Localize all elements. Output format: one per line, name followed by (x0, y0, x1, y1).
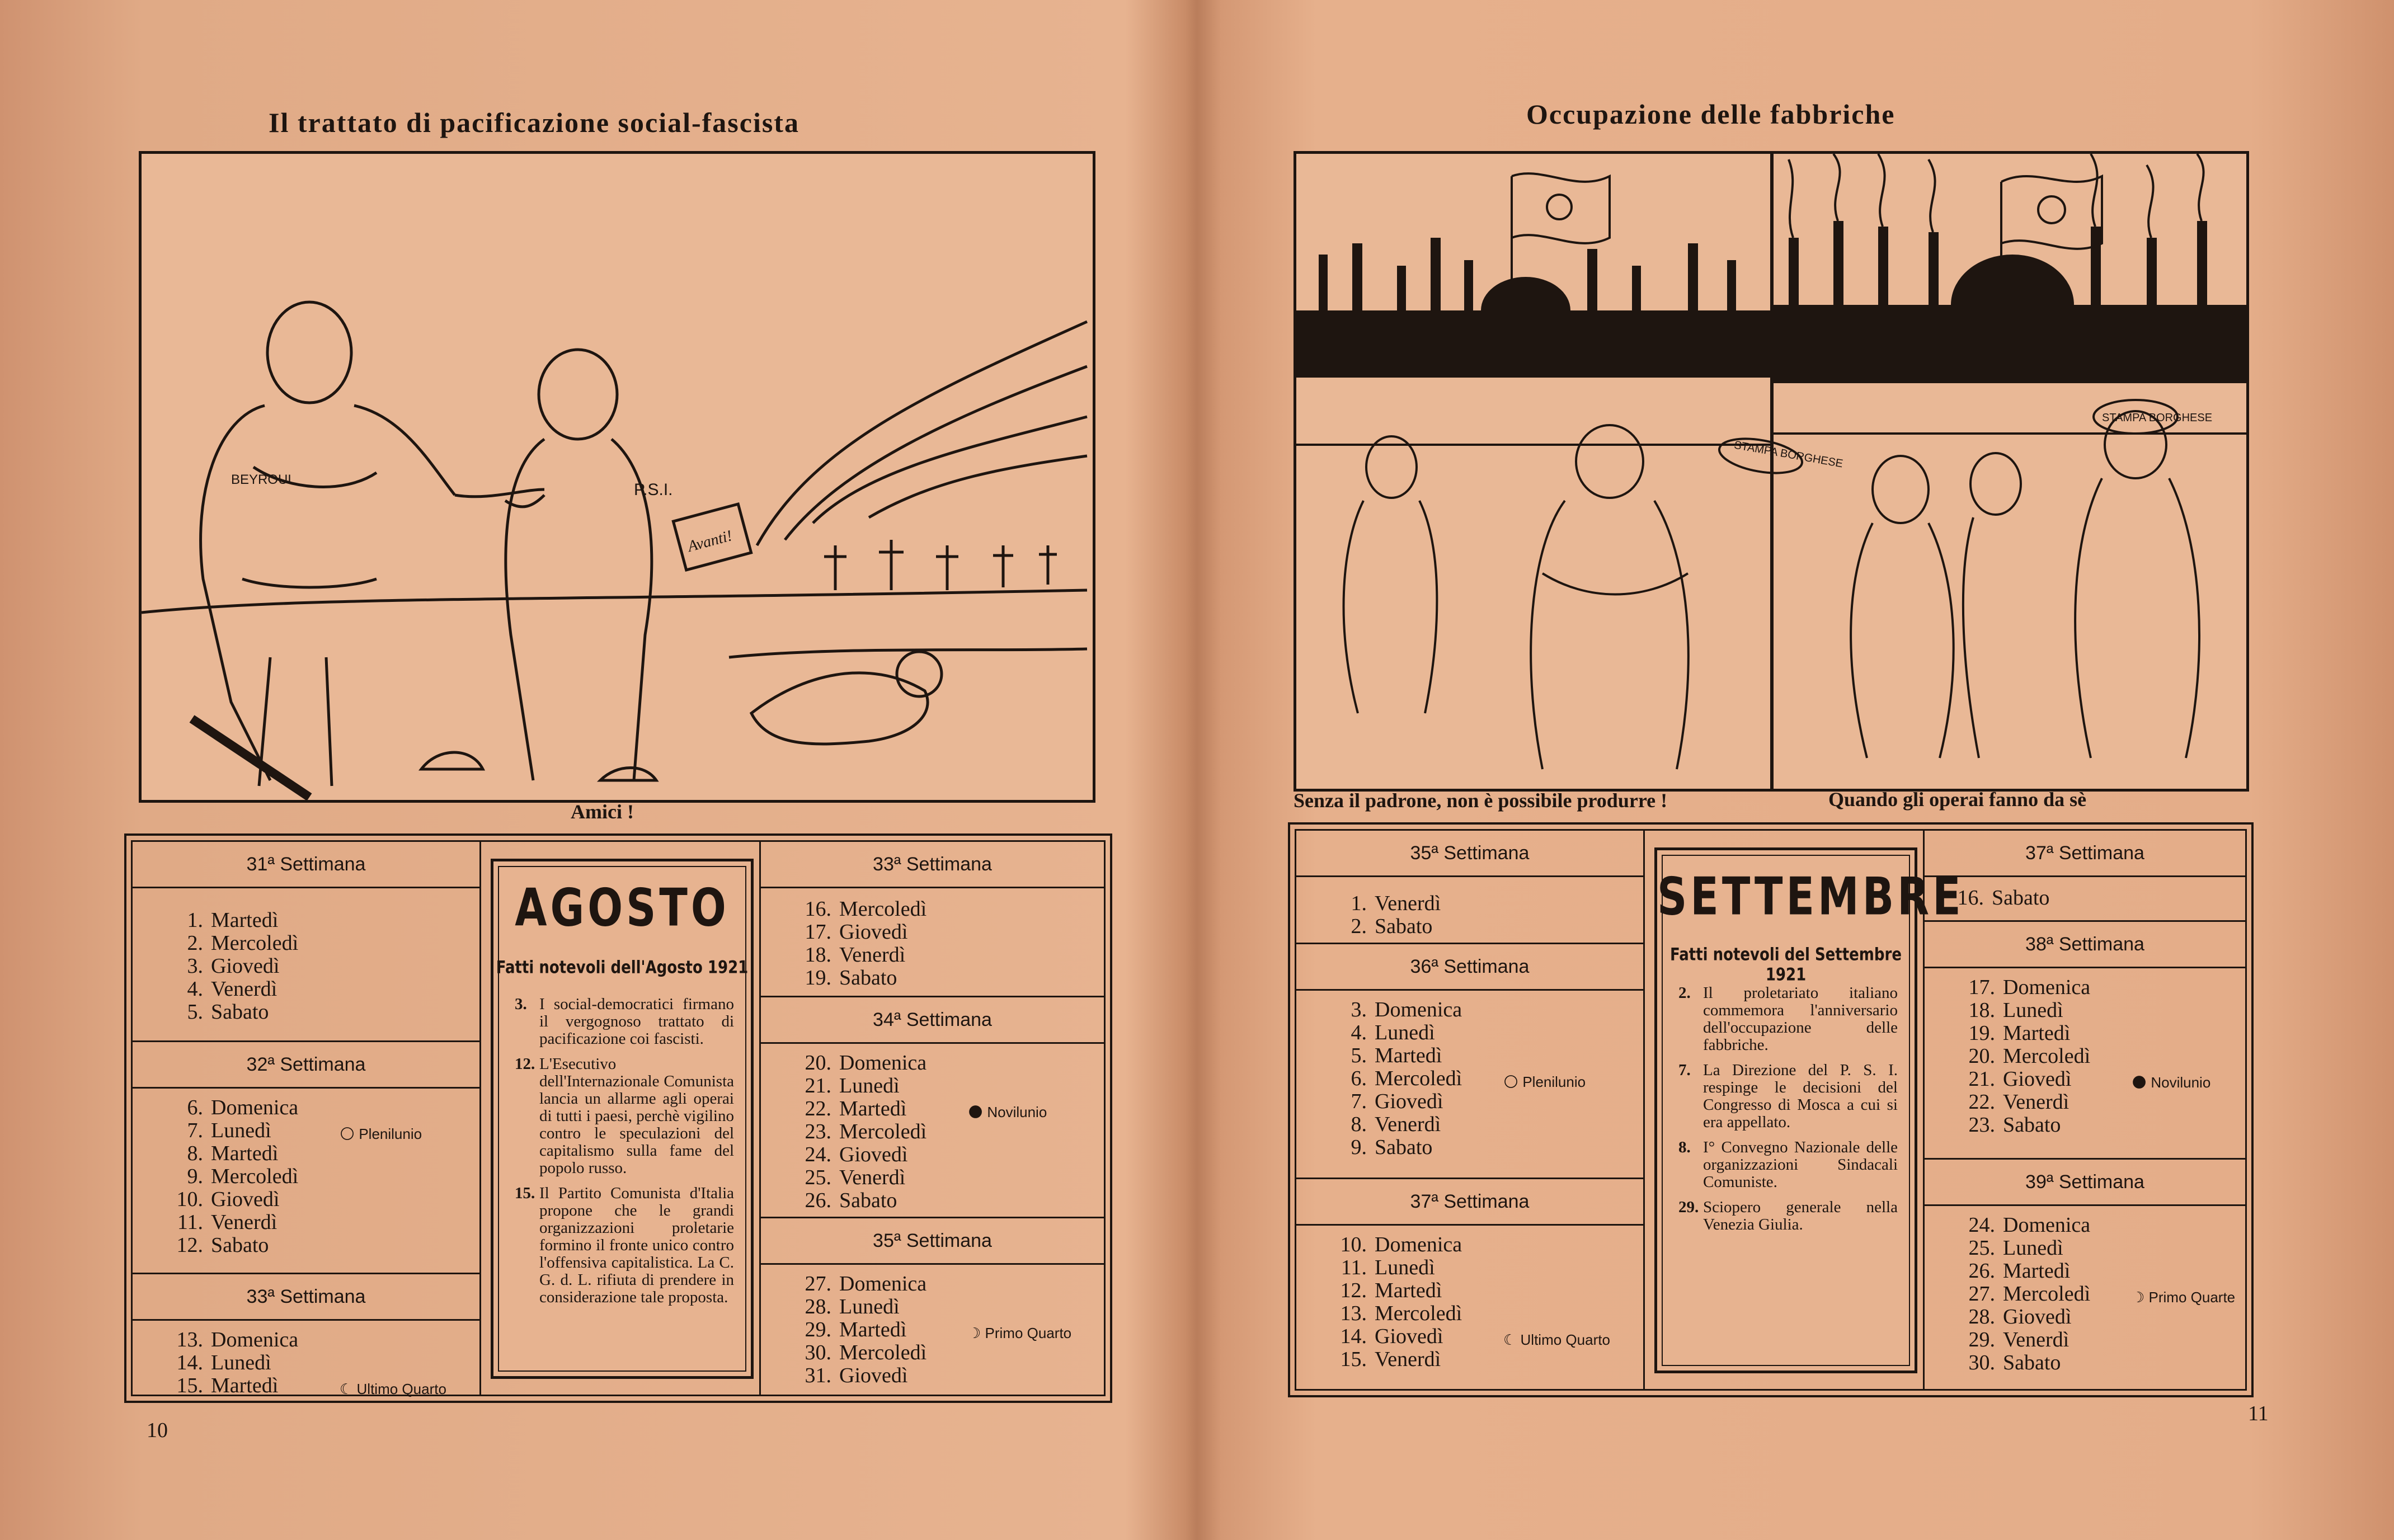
day-row (794, 1120, 1104, 1143)
fact-item (1678, 1139, 1898, 1191)
day-number: 25. (1968, 1236, 1995, 1260)
day-row (794, 921, 1104, 944)
fact-item (1678, 985, 1898, 1054)
day-name: Mercoledì (211, 1165, 299, 1188)
day-number: 30. (1968, 1351, 1995, 1374)
day-name: Sabato (2003, 1351, 2061, 1374)
day-name: Domenica (2003, 1213, 2091, 1237)
day-name: Martedì (211, 1142, 279, 1165)
day-row (166, 955, 479, 978)
day-name: Domenica (839, 1272, 927, 1296)
day-number: 21. (1968, 1067, 1995, 1091)
day-row (1958, 1091, 2245, 1114)
day-number: 16. (1957, 886, 1984, 910)
day-number: 1. (1351, 892, 1367, 915)
fact-day: 2. (1678, 984, 1691, 1002)
day-row (1330, 1067, 1643, 1090)
day-number: 29. (1968, 1328, 1995, 1351)
day-number: 6. (187, 1096, 203, 1119)
day-name: Venerdì (2003, 1090, 2070, 1114)
day-name: Mercoledì (839, 1120, 927, 1143)
day-row (166, 978, 479, 1001)
month-name: AGOSTO (515, 878, 730, 938)
fact-text: L'Esecutivo dell'Internazionale Comunista lancia un allarme agli operai di tutti i paesi, perchè vigilino contro le speculazioni del capitalismo sulla fame del popolo russo. (539, 1055, 734, 1177)
day-name: Lunedì (211, 1119, 271, 1142)
fact-item (515, 996, 734, 1048)
day-row (1958, 1114, 2245, 1137)
day-number: 29. (805, 1318, 831, 1341)
day-row (1958, 1237, 2245, 1260)
day-number: 18. (1968, 999, 1995, 1022)
day-name: Giovedì (1375, 1090, 1443, 1113)
day-number: 31. (805, 1364, 831, 1387)
day-row (1958, 1306, 2245, 1329)
day-row (794, 1143, 1104, 1166)
moon-phase-note: 🌑 Novilunio (2132, 1074, 2211, 1091)
day-row (166, 1119, 479, 1142)
day-row (1330, 1021, 1643, 1044)
day-name: Mercoledì (2003, 1282, 2091, 1306)
week-label: 37ª Settimana (1925, 831, 2245, 877)
day-number: 21. (805, 1074, 831, 1098)
day-name: Giovedì (839, 920, 908, 944)
day-name: Giovedì (1375, 1325, 1443, 1348)
day-name: Martedì (839, 1318, 907, 1341)
day-number: 3. (187, 954, 203, 978)
fact-day: 3. (515, 995, 527, 1013)
page-number: 10 (147, 1419, 168, 1442)
week-label: 36ª Settimana (1296, 943, 1643, 991)
week-label: 34ª Settimana (761, 996, 1104, 1044)
week-label: 32ª Settimana (133, 1040, 479, 1089)
day-number: 20. (805, 1051, 831, 1075)
day-name: Lunedì (211, 1351, 271, 1374)
day-number: 4. (187, 977, 203, 1001)
day-name: Sabato (2003, 1113, 2061, 1137)
day-name: Martedì (211, 1374, 279, 1397)
day-row (1958, 999, 2245, 1022)
day-name: Sabato (839, 1189, 897, 1212)
day-list (166, 909, 479, 1024)
day-name: Martedì (839, 1097, 907, 1120)
day-name: Giovedì (211, 1188, 280, 1211)
day-name: Domenica (1375, 998, 1462, 1021)
day-row (1330, 915, 1643, 938)
day-number: 10. (1340, 1233, 1367, 1256)
day-list (1330, 1233, 1643, 1371)
day-name: Sabato (211, 1233, 269, 1257)
day-number: 8. (187, 1142, 203, 1165)
day-number: 15. (1340, 1348, 1367, 1371)
day-row (1958, 1214, 2245, 1237)
day-number: 8. (1351, 1113, 1367, 1136)
day-row (1330, 1136, 1643, 1159)
day-row (1330, 1302, 1643, 1325)
day-number: 28. (1968, 1305, 1995, 1329)
fact-day: 29. (1678, 1198, 1699, 1216)
day-name: Lunedì (2003, 1236, 2063, 1260)
moon-phase-note: 🌕 Plenilunio (340, 1125, 422, 1142)
day-number: 2. (187, 931, 203, 955)
facts-title: Fatti notevoli del Settembre 1921 (1670, 945, 1902, 985)
day-number: 20. (1968, 1044, 1995, 1068)
day-row (1330, 1113, 1643, 1136)
week-label: 39ª Settimana (1925, 1158, 2245, 1206)
day-number: 27. (1968, 1282, 1995, 1306)
week-label: 35ª Settimana (761, 1217, 1104, 1265)
day-row (1330, 1348, 1643, 1371)
day-row (1958, 976, 2245, 999)
day-name: Giovedì (211, 954, 280, 978)
day-row (794, 1189, 1104, 1212)
week-label: 33ª Settimana (761, 842, 1104, 888)
day-name: Domenica (839, 1051, 927, 1075)
day-name: Martedì (1375, 1279, 1442, 1302)
day-number: 4. (1351, 1021, 1367, 1044)
day-name: Venerdì (839, 943, 906, 967)
day-number: 25. (805, 1166, 831, 1189)
day-number: 9. (1351, 1136, 1367, 1159)
day-row (794, 1364, 1104, 1387)
moon-phase-note: ☽ Primo Quarte (2132, 1289, 2236, 1306)
fact-day: 15. (515, 1184, 535, 1202)
avanti-label: Avanti! (685, 527, 735, 556)
fact-text: Il proletariato italiano commemora l'anniversario dell'occupazione delle fabbriche. (1703, 984, 1898, 1054)
day-row (166, 1142, 479, 1165)
day-name: Mercoledì (2003, 1044, 2091, 1068)
fact-text: Sciopero generale nella Venezia Giulia. (1703, 1198, 1898, 1233)
day-row (166, 1165, 479, 1188)
day-name: Mercoledì (1375, 1067, 1462, 1090)
month-box-settembre (1654, 847, 1964, 1373)
month-box-agosto (491, 859, 754, 1379)
day-name: Giovedì (2003, 1305, 2072, 1329)
day-name: Martedì (2003, 1021, 2071, 1045)
fact-text: La Direzione del P. S. I. respinge le decisioni del Congresso di Mosca a cui si era appellato. (1703, 1061, 1898, 1131)
day-name: Venerdì (839, 1166, 906, 1189)
day-number: 13. (176, 1328, 203, 1351)
day-name: Domenica (211, 1328, 299, 1351)
day-number: 19. (1968, 1021, 1995, 1045)
day-name: Mercoledì (839, 897, 927, 921)
day-number: 14. (176, 1351, 203, 1374)
day-row (1330, 1044, 1643, 1067)
day-row (166, 1234, 479, 1257)
cartoon-amici-drawing (142, 154, 1093, 800)
day-name: Mercoledì (1375, 1302, 1462, 1325)
day-row (794, 1075, 1104, 1098)
day-row (166, 1329, 479, 1351)
day-row (1958, 1022, 2245, 1045)
day-row (1330, 1279, 1643, 1302)
day-number: 5. (187, 1000, 203, 1024)
fact-item (515, 1056, 734, 1177)
day-number: 22. (805, 1097, 831, 1120)
cartoon-caption-left: Senza il padrone, non è possibile produrre ! (1294, 789, 1668, 812)
day-name: Giovedì (839, 1143, 908, 1166)
hat-label-left: STAMPA BORGHESE (1733, 439, 1844, 470)
calendar-left-column (133, 842, 481, 1395)
moon-phase-note: ☽ Primo Quarto (968, 1325, 1072, 1341)
day-list (794, 1052, 1104, 1212)
facts-title: Fatti notevoli dell'Agosto 1921 (496, 958, 749, 978)
day-name: Sabato (211, 1000, 269, 1024)
moon-phase-note: 🌑 Novilunio (968, 1104, 1047, 1120)
day-number: 23. (805, 1120, 831, 1143)
day-number: 7. (187, 1119, 203, 1142)
month-name: SETTEMBRE (1657, 866, 1964, 927)
week-label: 33ª Settimana (133, 1273, 479, 1321)
cartoon-caption-amici: Amici ! (571, 800, 634, 823)
day-list (166, 1329, 479, 1397)
day-name: Venerdì (211, 1211, 278, 1234)
day-number: 3. (1351, 998, 1367, 1021)
week-label: 31ª Settimana (133, 842, 479, 888)
day-row (1958, 1283, 2245, 1306)
day-list (794, 898, 1104, 990)
day-number: 24. (805, 1143, 831, 1166)
day-row (794, 1296, 1104, 1318)
day-name: Mercoledì (839, 1341, 927, 1364)
day-name: Martedì (1375, 1044, 1442, 1067)
day-row (166, 932, 479, 955)
day-list (1958, 976, 2245, 1137)
day-name: Domenica (1375, 1233, 1462, 1256)
day-row (794, 1318, 1104, 1341)
day-row (1330, 892, 1643, 915)
day-name: Lunedì (1375, 1256, 1435, 1279)
day-name: Lunedì (839, 1074, 900, 1098)
day-name: Sabato (1375, 1136, 1433, 1159)
day-number: 19. (805, 966, 831, 990)
day-row (166, 909, 479, 932)
day-row (1330, 1090, 1643, 1113)
day-number: 9. (187, 1165, 203, 1188)
facts-list (1678, 985, 1898, 1241)
day-number: 5. (1351, 1044, 1367, 1067)
fact-item (515, 1185, 734, 1306)
day-row (794, 898, 1104, 921)
fact-day: 8. (1678, 1138, 1691, 1156)
day-row (1330, 1325, 1643, 1348)
day-name: Venerdì (1375, 892, 1441, 915)
day-row (794, 1052, 1104, 1075)
day-number: 11. (1341, 1256, 1367, 1279)
day-number: 1. (187, 908, 203, 932)
day-row (794, 944, 1104, 967)
day-row (1958, 1329, 2245, 1351)
day-name: Giovedì (839, 1364, 908, 1387)
calendar-right-column (759, 842, 1104, 1395)
day-name: Domenica (2003, 976, 2091, 999)
day-row (1947, 887, 2245, 910)
left-page-title: Il trattato di pacificazione social-fascista (269, 107, 799, 138)
cartoon-occupazione-drawing (1296, 154, 2246, 789)
day-name: Giovedì (2003, 1067, 2072, 1091)
day-row (1958, 1045, 2245, 1068)
day-name: Martedì (2003, 1259, 2071, 1283)
page-number: 11 (2248, 1402, 2269, 1425)
day-name: Venerdì (1375, 1348, 1441, 1371)
right-page-title: Occupazione delle fabbriche (1526, 98, 1896, 130)
day-number: 28. (805, 1295, 831, 1318)
day-name: Venerdì (1375, 1113, 1441, 1136)
day-row (1330, 1233, 1643, 1256)
day-row (166, 1374, 479, 1397)
day-row (794, 967, 1104, 990)
cartoon-occupazione (1294, 151, 2249, 792)
day-row (166, 1351, 479, 1374)
right-page (1197, 0, 2394, 1540)
day-number: 6. (1351, 1067, 1367, 1090)
day-row (794, 1166, 1104, 1189)
day-number: 22. (1968, 1090, 1995, 1114)
day-name: Sabato (1992, 886, 2050, 910)
day-number: 13. (1340, 1302, 1367, 1325)
day-list (794, 1273, 1104, 1387)
day-list (1330, 892, 1643, 938)
day-number: 11. (177, 1211, 203, 1234)
cartoon-amici (139, 151, 1095, 803)
day-number: 26. (805, 1189, 831, 1212)
moon-phase-note: ☾ Ultimo Quarto (1503, 1331, 1610, 1348)
day-name: Domenica (211, 1096, 299, 1119)
week-label: 38ª Settimana (1925, 920, 2245, 968)
day-row (1958, 1260, 2245, 1283)
fact-item (1678, 1199, 1898, 1233)
day-row (166, 1096, 479, 1119)
day-row (166, 1001, 479, 1024)
day-number: 26. (1968, 1259, 1995, 1283)
day-number: 2. (1351, 915, 1367, 938)
day-row (1330, 1256, 1643, 1279)
sack-label: BEYROUL (231, 472, 295, 487)
day-name: Mercoledì (211, 931, 299, 955)
day-row (794, 1273, 1104, 1296)
hat-label-right: STAMPA BORGHESE (2102, 412, 2213, 424)
day-row (794, 1341, 1104, 1364)
fact-day: 12. (515, 1055, 535, 1073)
day-name: Lunedì (839, 1295, 900, 1318)
calendar-right-column (1923, 831, 2245, 1389)
week-label: 35ª Settimana (1296, 831, 1643, 877)
day-number: 10. (176, 1188, 203, 1211)
day-number: 27. (805, 1272, 831, 1296)
day-name: Lunedì (1375, 1021, 1435, 1044)
fact-text: I° Convegno Nazionale delle organizzazioni Sindacali Comuniste. (1703, 1138, 1898, 1191)
day-number: 15. (176, 1374, 203, 1397)
day-list (1958, 1214, 2245, 1374)
psi-label: P.S.I. (634, 481, 673, 499)
day-row (1958, 1351, 2245, 1374)
fact-day: 7. (1678, 1061, 1691, 1079)
cartoon-caption-right: Quando gli operai fanno da sè (1828, 788, 2087, 811)
day-row (166, 1211, 479, 1234)
moon-phase-note: ☾ Ultimo Quarto (340, 1381, 446, 1397)
day-row (166, 1188, 479, 1211)
day-number: 7. (1351, 1090, 1367, 1113)
day-number: 24. (1968, 1213, 1995, 1237)
week-label: 37ª Settimana (1296, 1178, 1643, 1226)
day-list (166, 1096, 479, 1257)
calendar-settembre (1288, 822, 2254, 1397)
day-name: Lunedì (2003, 999, 2063, 1022)
day-number: 30. (805, 1341, 831, 1364)
day-number: 17. (805, 920, 831, 944)
day-name: Sabato (1375, 915, 1433, 938)
fact-item (1678, 1062, 1898, 1131)
day-number: 16. (805, 897, 831, 921)
day-number: 23. (1968, 1113, 1995, 1137)
day-name: Venerdì (2003, 1328, 2070, 1351)
fact-text: I social-democratici firmano il vergognoso trattato di pacificazione coi fascisti. (539, 995, 734, 1048)
day-name: Martedì (211, 908, 279, 932)
day-list (1330, 999, 1643, 1159)
fact-text: Il Partito Comunista d'Italia propone che le grandi organizzazioni proletarie formino il fronte unico contro l'offensiva capitalistica. La C. G. d. L. rifiuta di prendere in considerazione tale proposta. (539, 1184, 734, 1306)
day-number: 17. (1968, 976, 1995, 999)
moon-phase-note: 🌕 Plenilunio (1503, 1073, 1586, 1090)
day-list (1947, 887, 2245, 910)
day-name: Venerdì (211, 977, 278, 1001)
facts-list (515, 996, 734, 1314)
day-row (794, 1098, 1104, 1120)
day-row (1330, 999, 1643, 1021)
calendar-agosto (124, 833, 1112, 1403)
calendar-left-column (1296, 831, 1645, 1389)
day-name: Sabato (839, 966, 897, 990)
day-row (1958, 1068, 2245, 1091)
day-number: 12. (176, 1233, 203, 1257)
day-number: 14. (1340, 1325, 1367, 1348)
left-page (0, 0, 1186, 1540)
day-number: 18. (805, 943, 831, 967)
day-number: 12. (1340, 1279, 1367, 1302)
